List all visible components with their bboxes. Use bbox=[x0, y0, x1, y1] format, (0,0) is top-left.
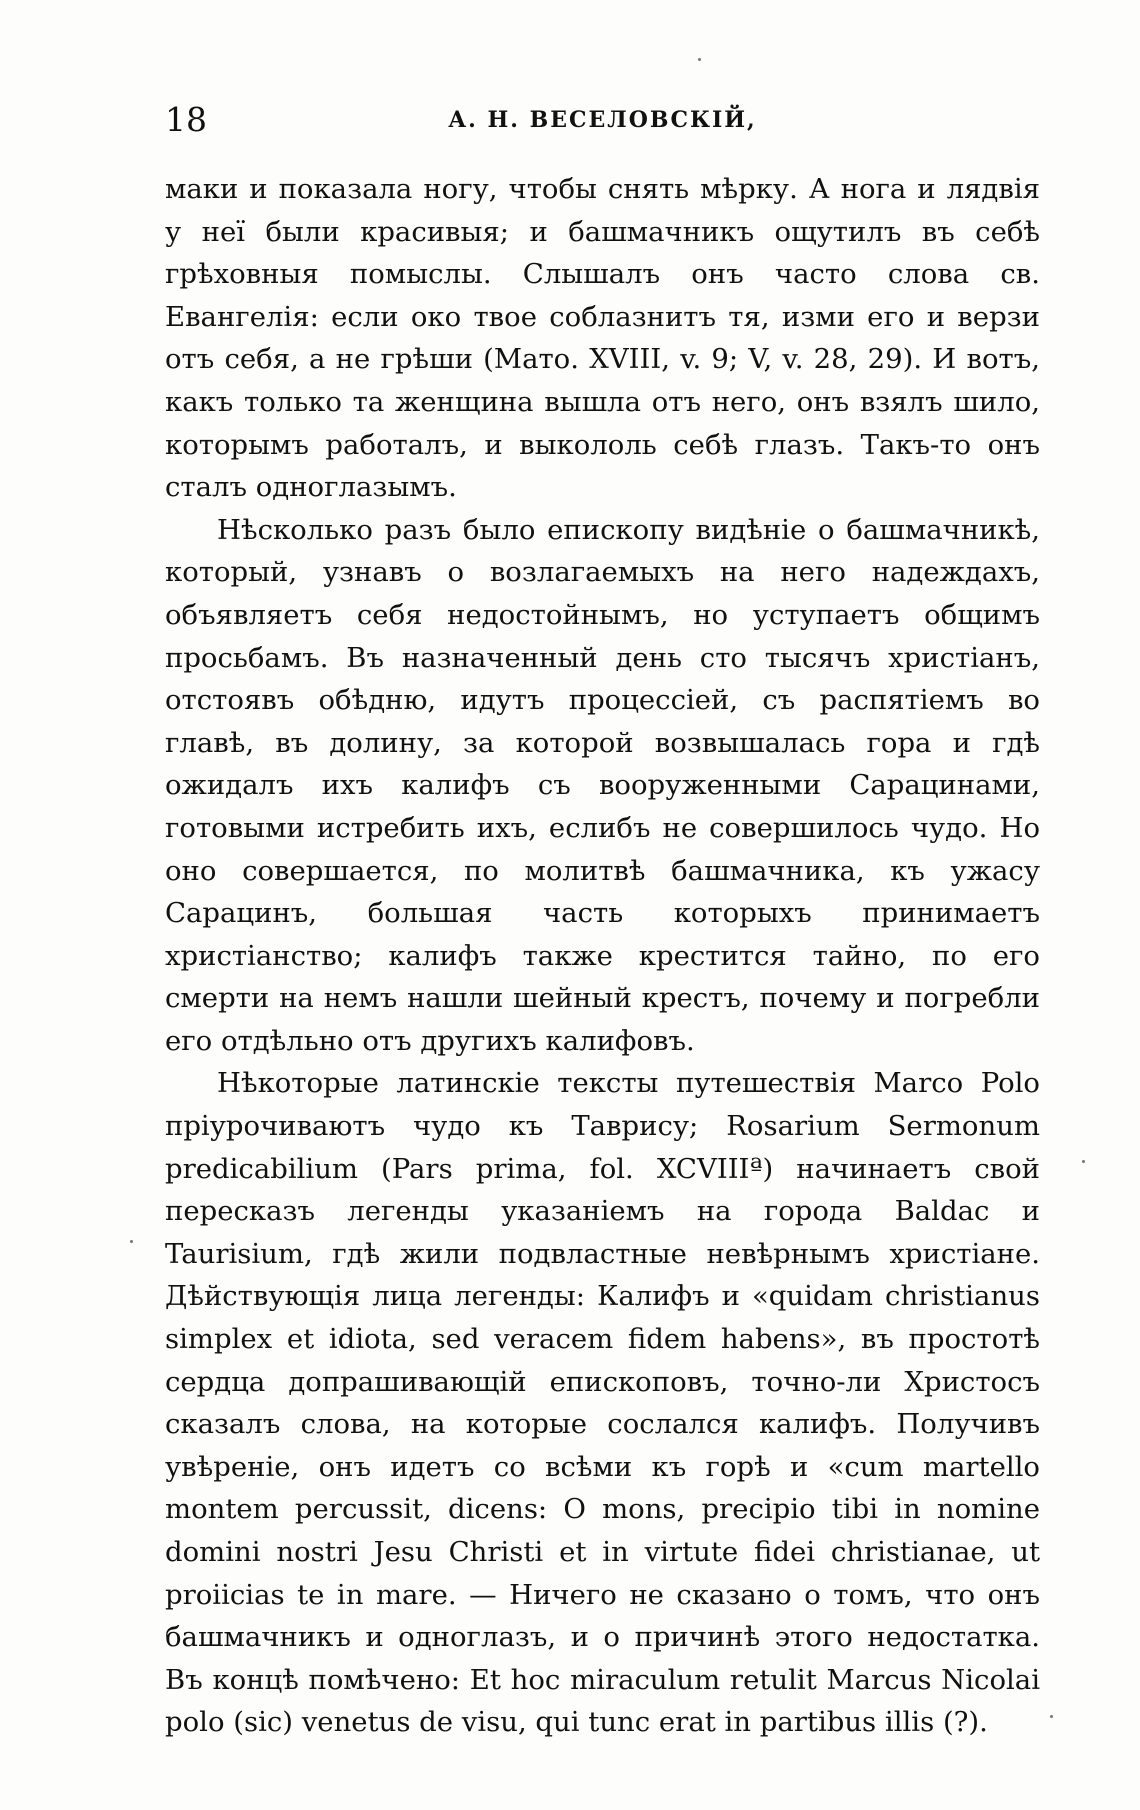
page-header bbox=[165, 100, 1040, 140]
body-text bbox=[165, 168, 1040, 1744]
page-number: 18 bbox=[165, 100, 207, 139]
scan-speck bbox=[1082, 1160, 1085, 1163]
paragraph-2: Нѣсколько разъ было епископу видѣніе о башмачникѣ, который, узнавъ о возлагаемыхъ на него надеждахъ, объявляетъ себя недостойнымъ, но уступаетъ общимъ просьбамъ. Въ назначенный день сто тысячъ христіанъ, отстоявъ обѣдню, идутъ процессіей, съ распятіемъ во главѣ, въ долину, за которой возвышалась гора и гдѣ ожидалъ ихъ калифъ съ вооруженными Сарацинами, готовыми истребить ихъ, еслибъ не совершилось чудо. Но оно совершается, по молитвѣ башмачника, къ ужасу Сарацинъ, большая часть которыхъ принимаетъ христіанство; калифъ также крестится тайно, по его смерти на немъ нашли шейный крестъ, почему и погребли его отдѣльно отъ другихъ калифовъ. bbox=[165, 513, 1040, 1057]
scan-speck bbox=[698, 58, 701, 61]
running-title: А. Н. ВЕСЕЛОВСКІЙ, bbox=[448, 107, 757, 133]
scan-speck bbox=[130, 1240, 133, 1243]
paragraph-3: Нѣкоторые латинскіе тексты путешествія Marco Polo пріурочиваютъ чудо къ Таврису; Rosarium Sermonum predicabilium (Pars prima, fol. XCVIIIª) начинаетъ свой пересказъ легенды указаніемъ на города Baldac и Taurisium, гдѣ жили подвластные невѣрнымъ христіане. Дѣйствующія лица легенды: Калифъ и «quidam christianus simplex et idiota, sed veracem fidem habens», въ простотѣ сердца допрашивающій епископовъ, точно-ли Христосъ сказалъ слова, на которые сослался калифъ. Получивъ увѣреніе, онъ идетъ со всѣми къ горѣ и «cum martello montem percussit, dicens: O mons, precipio tibi in nomine domini nostri Jesu Christi et in virtute fidei christianae, ut proiicias te in mare. — Ничего не сказано о томъ, что онъ башмачникъ и одноглазъ, и о причинѣ этого недостатка. Въ концѣ помѣчено: Et hoc miraculum retulit Marcus Nicolai polo (sic) venetus de visu, qui tunc erat in partibus illis (?). bbox=[165, 1067, 1040, 1739]
scan-speck bbox=[1050, 1715, 1053, 1718]
paragraph-1: маки и показала ногу, чтобы снять мѣрку. А нога и лядвія у неї были красивыя; и башмачникъ ощутилъ въ себѣ грѣховныя помыслы. Слышалъ онъ часто слова св. Евангелія: если око твое соблазнитъ тя, изми его и верзи отъ себя, а не грѣши (Мато. XVIII, v. 9; V, v. 28, 29). И вотъ, какъ только та женщина вышла отъ него, онъ взялъ шило, которымъ работалъ, и выкололь себѣ глазъ. Такъ-то онъ сталъ одноглазымъ. bbox=[165, 173, 1040, 504]
